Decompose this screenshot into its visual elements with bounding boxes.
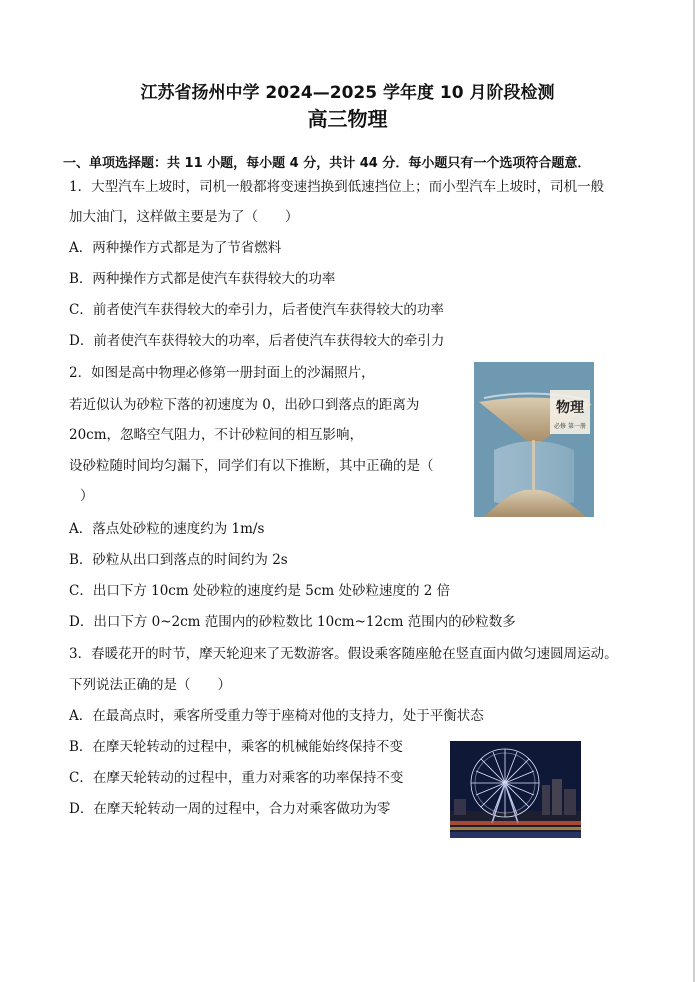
- q1-option-b: B．两种操作方式都是使汽车获得较大的功率: [69, 271, 336, 287]
- q2-option-c: C．出口下方 10cm 处砂粒的速度约是 5cm 处砂粒速度的 2 倍: [69, 583, 451, 599]
- ferris-wheel-illustration: [450, 741, 581, 838]
- q2-stem-line-2: 若近似认为砂粒下落的初速度为 0，出砂口到落点的距离为: [69, 397, 420, 413]
- cover-title: 物理: [556, 400, 584, 416]
- q2-stem-line-3: 20cm，忽略空气阻力，不计砂粒间的相互影响，: [69, 427, 364, 443]
- q2-option-b: B．砂粒从出口到落点的时间约为 2s: [69, 552, 288, 568]
- q3-stem-line-2: 下列说法正确的是（ ）: [69, 677, 231, 693]
- subject-title: 高三物理: [307, 107, 388, 131]
- q1-option-d: D．前者使汽车获得较大的功率，后者使汽车获得较大的牵引力: [69, 333, 445, 349]
- q3-option-d: D．在摩天轮转动一周的过程中，合力对乘客做功为零: [69, 801, 391, 817]
- q3-option-b: B．在摩天轮转动的过程中，乘客的机械能始终保持不变: [69, 739, 403, 755]
- ferris-wheel-image: [450, 741, 581, 838]
- q1-option-c: C．前者使汽车获得较大的牵引力，后者使汽车获得较大的功率: [69, 302, 444, 318]
- q3-option-a: A．在最高点时，乘客所受重力等于座椅对他的支持力，处于平衡状态: [69, 708, 484, 724]
- q1-option-a: A．两种操作方式都是为了节省燃料: [69, 240, 282, 256]
- q3-option-c: C．在摩天轮转动的过程中，重力对乘客的功率保持不变: [69, 770, 404, 786]
- section-heading: 一、单项选择题：共 11 小题，每小题 4 分，共计 44 分．每小题只有一个选项符合题意．: [63, 156, 591, 171]
- q2-stem-line-5: ）: [80, 488, 94, 504]
- exam-title: 江苏省扬州中学 2024—2025 学年度 10 月阶段检测: [140, 83, 555, 103]
- q1-stem-line-2: 加大油门，这样做主要是为了（ ）: [69, 209, 299, 225]
- q3-stem-line-1: 3．春暖花开的时节，摩天轮迎来了无数游客。假设乘客随座舱在竖直面内做匀速圆周运动。: [69, 646, 618, 662]
- hourglass-illustration: [474, 362, 594, 517]
- q2-stem-line-1: 2．如图是高中物理必修第一册封面上的沙漏照片，: [69, 365, 375, 381]
- q2-option-d: D．出口下方 0~2cm 范围内的砂粒数比 10cm~12cm 范围内的砂粒数多: [69, 614, 516, 630]
- q2-stem-line-4: 设砂粒随时间均匀漏下，同学们有以下推断，其中正确的是（: [69, 458, 434, 474]
- textbook-cover-image: [474, 362, 594, 517]
- q1-stem-line-1: 1．大型汽车上坡时，司机一般都将变速挡换到低速挡位上；而小型汽车上坡时，司机一般: [69, 179, 605, 195]
- cover-volume: 必修 第一册: [554, 423, 586, 430]
- q2-option-a: A．落点处砂粒的速度约为 1m/s: [69, 521, 265, 537]
